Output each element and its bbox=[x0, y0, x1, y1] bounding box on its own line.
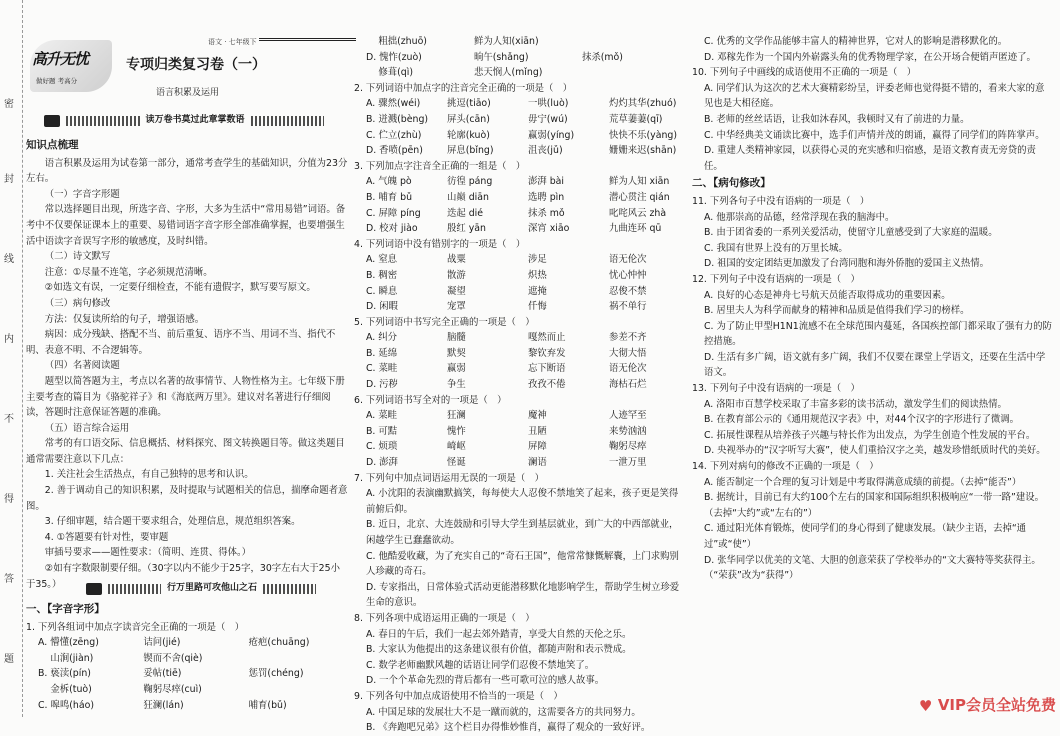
option: 荒草萋萋(qī) bbox=[609, 113, 663, 125]
brand-logo bbox=[30, 40, 112, 92]
option-grid bbox=[692, 210, 1052, 272]
brand-name: 高升无忧 bbox=[32, 50, 89, 68]
option: 仟悔 bbox=[528, 301, 547, 313]
option: 默契 bbox=[447, 347, 466, 359]
option: 丑陋 bbox=[528, 425, 547, 437]
option: C. 烦琐 bbox=[366, 441, 398, 453]
option: D. 祖国的安定团结更加激发了台湾同胞和海外侨胞的爱国主义热情。 bbox=[704, 258, 990, 270]
diamond-icon: ♥ bbox=[918, 697, 933, 715]
summary-heading: 知识点梳理 bbox=[26, 139, 79, 151]
option: A. 中国足球的发展壮大不是一蹴而就的，这需要各方的共同努力。 bbox=[366, 706, 641, 718]
option: D. 愧怍(zuò) bbox=[366, 51, 422, 63]
option: 抹杀(mǒ) bbox=[582, 51, 623, 63]
question-list bbox=[354, 81, 684, 736]
option: 脑髓 bbox=[447, 332, 466, 344]
option-grid bbox=[354, 252, 684, 314]
option-grid bbox=[692, 397, 1052, 459]
option: A. 小沈阳的表演幽默搞笑，每每使大人忍俊不禁地笑了起来，孩子更是笑得前俯后仰。 bbox=[366, 488, 679, 515]
option: 炽热 bbox=[528, 269, 547, 281]
option: 妥帖(tiē) bbox=[143, 668, 182, 680]
option-grid bbox=[354, 486, 684, 611]
option: A. 懵懂(zēng) bbox=[38, 637, 99, 649]
margin-char: 线 bbox=[4, 254, 14, 265]
option: C. 瞬息 bbox=[366, 285, 398, 297]
option: 涉足 bbox=[528, 254, 547, 266]
grade-label: 语文 · 七年级下 bbox=[206, 35, 259, 51]
option: B. 据统计，目前已有大约100个左右的国家和国际组织积极响应“一带一路”建设。（去掉“大约”或“左右的”） bbox=[704, 492, 1045, 519]
option: 宠罩 bbox=[447, 301, 466, 313]
option-grid bbox=[692, 81, 1052, 175]
option: 挑逗(tiāo) bbox=[447, 98, 491, 110]
option: D. 邓稼先作为一个国内外崭露头角的优秀物理学家，在公开场合便销声匿迹了。 bbox=[704, 51, 1036, 63]
option: D. 香喷(pēn) bbox=[366, 145, 423, 157]
option: 一泄万里 bbox=[609, 457, 647, 469]
question-stem: 14. 下列对病句的修改不正确的一项是（ ） bbox=[692, 461, 879, 473]
option: 争生 bbox=[447, 379, 466, 391]
option: 遮掩 bbox=[528, 285, 547, 297]
option: 灼灼其华(zhuó) bbox=[609, 98, 677, 110]
option: 语无伦次 bbox=[609, 363, 647, 375]
option: 人迹罕至 bbox=[609, 410, 647, 422]
option: B. 哺育 bǔ bbox=[366, 191, 413, 203]
vip-watermark[interactable] bbox=[919, 694, 1056, 715]
option: D. 校对 jiào bbox=[366, 223, 418, 235]
option: B. 延绵 bbox=[366, 347, 398, 359]
option: 惩罚(chéng) bbox=[248, 668, 304, 680]
option: 黎钦弃发 bbox=[528, 347, 566, 359]
option: A. 春日的午后，我们一起去郊外踏青，享受大自然的天伦之乐。 bbox=[366, 628, 632, 640]
option: 孜孜不倦 bbox=[528, 379, 566, 391]
option: 赢弱 bbox=[447, 363, 466, 375]
question-item bbox=[692, 381, 1052, 459]
watermark-text: VIP会员全站免费 bbox=[937, 696, 1056, 714]
summary-line: 3. 仔细审题，结合题干要求组合，处理信息，规范组织答案。 bbox=[44, 516, 301, 528]
question-stem: 8. 下列各项中成语运用正确的一项是（ ） bbox=[354, 612, 535, 624]
summary-line: 审插号要求——题性要求：（简明、连贯、得体。） bbox=[44, 547, 252, 559]
option: 深宵 xiāo bbox=[528, 223, 570, 235]
option: 崎岖 bbox=[447, 441, 466, 453]
option: B. 亵渎(pín) bbox=[38, 668, 91, 680]
option: 九曲连环 qū bbox=[609, 223, 662, 235]
option: D. 央视举办的“汉字听写大赛”，使人们重拾汉字之美，越发珍惜纸质时代的美好。 bbox=[704, 445, 1046, 457]
section-banner bbox=[44, 113, 324, 128]
option: 屏障 bbox=[528, 441, 547, 453]
option: 殷红 yān bbox=[447, 223, 486, 235]
summary-line: 常考的有口语交际、信息概括、材料探究、图文转换题目等。做这类题目通常需要注意以下几点： bbox=[26, 438, 345, 465]
option: A. 良好的心态是神舟七号航天员能否取得成功的重要因素。 bbox=[704, 289, 951, 301]
column-right bbox=[692, 0, 1052, 717]
option: 晌午(shǎng) bbox=[474, 51, 529, 63]
option: C. 我国有世界上没有的万里长城。 bbox=[704, 242, 848, 254]
option: 嘎然而止 bbox=[528, 332, 566, 344]
option: 战粟 bbox=[447, 254, 466, 266]
option: 金柝(tuò) bbox=[38, 683, 92, 695]
option-grid bbox=[354, 34, 684, 81]
question-item bbox=[354, 689, 684, 736]
summary-line: （五）语言综合运用 bbox=[44, 422, 130, 434]
page-title: 专项归类复习卷（一） bbox=[126, 57, 266, 73]
option: 散游 bbox=[447, 269, 466, 281]
option-grid bbox=[354, 330, 684, 392]
option: 姗姗来迟(shān) bbox=[609, 145, 677, 157]
option: 大彻大悟 bbox=[609, 347, 647, 359]
option: 魔神 bbox=[528, 410, 547, 422]
option: 鲜为人知(xiān) bbox=[474, 36, 539, 47]
option: 粗拙(zhuō) bbox=[366, 36, 427, 47]
option: 狂澜 bbox=[447, 410, 466, 422]
margin-char: 内 bbox=[4, 334, 14, 345]
banner-text: 行万里路可攻他山之石 bbox=[167, 582, 258, 593]
option: 鲜为人知 xiān bbox=[609, 176, 670, 188]
option: C. 数学老师幽默风趣的话语让同学们忍俊不禁地笑了。 bbox=[366, 659, 595, 671]
summary-line: 方法：仅复读所给的句子，增强语感。 bbox=[44, 313, 205, 325]
option: A. 气魄 pò bbox=[366, 176, 412, 188]
margin-char: 得 bbox=[4, 494, 14, 505]
column-left bbox=[26, 0, 348, 717]
summary-line: 题型以简答题为主，考点以名著的故事情节、人物性格为主。七年级下册主要考查的篇目为《骆驼祥子》和《海底两万里》。建议对名著进行仔细阅读，答题时注意保证答题的准确。 bbox=[26, 375, 345, 419]
option: 山涧(jiàn) bbox=[38, 652, 94, 664]
option: 彷徨 páng bbox=[447, 176, 493, 188]
question-item bbox=[354, 471, 684, 611]
option: 轮廓(kuò) bbox=[447, 129, 490, 141]
option: B. 迸溅(bèng) bbox=[366, 113, 429, 125]
option: 疮疤(chuāng) bbox=[248, 637, 310, 649]
option: D. 张华同学以优美的文笔、大胆的创意荣获了学校举办的“文大赛特等奖获得主。（“荣获”改为“获得”） bbox=[704, 554, 1041, 582]
binding-margin bbox=[0, 0, 23, 717]
option: C. 他酷爱收藏，为了充实自己的“奇石王国”，他常常慷慨解囊，上门求购别人珍藏的奇石。 bbox=[366, 550, 679, 578]
option: D. 闲暇 bbox=[366, 301, 398, 313]
option: 迭起 dié bbox=[447, 207, 484, 219]
summary-line: 语言积累及运用为试卷第一部分，通常考查学生的基础知识，分值为23分左右。 bbox=[26, 157, 348, 185]
option: 鞠躬尽瘁(cuì) bbox=[143, 683, 202, 695]
option: 怪诞 bbox=[447, 457, 466, 469]
option: B. 在教育部公示的《通用规范汉字表》中，对44个汉字的字形进行了微调。 bbox=[704, 414, 1019, 426]
option-grid bbox=[354, 408, 684, 470]
option: B. 大家认为他提出的这条建议很有价值，都随声附和表示赞成。 bbox=[366, 644, 632, 656]
question-list bbox=[692, 194, 1052, 584]
question-item bbox=[354, 159, 684, 237]
question-stem: 9. 下列各句中加点成语使用不恰当的一项是（ ） bbox=[354, 690, 563, 702]
option: 哺育(bǔ) bbox=[248, 699, 287, 711]
summary-line: （四）名著阅读题 bbox=[44, 360, 120, 372]
question-stem: 11. 下列各句子中没有语病的一项是（ ） bbox=[692, 195, 870, 207]
knowledge-summary bbox=[26, 136, 348, 592]
section-heading: 二、【病句修改】 bbox=[692, 177, 771, 190]
option-grid bbox=[354, 96, 684, 158]
question-item bbox=[692, 272, 1052, 381]
question-item bbox=[354, 237, 684, 315]
option: 抹杀 mǒ bbox=[528, 207, 565, 219]
summary-line: 4. ①答题要有针对性，要审题 bbox=[44, 531, 169, 543]
option: 诘问(jié) bbox=[143, 637, 181, 649]
option: 锲而不舍(qiè) bbox=[143, 652, 203, 664]
option: 狂澜(lán) bbox=[143, 699, 184, 711]
page-subtitle: 语言积累及运用 bbox=[156, 88, 220, 98]
option: C. 嗥鸣(háo) bbox=[38, 699, 94, 711]
option: B. 近日，北京、大连鼓励和引导大学生到基层就业，到广大的中西部就业，闲越学生已蠢蠢欲动。 bbox=[366, 519, 679, 546]
option: 赢弱(yíng) bbox=[528, 129, 575, 141]
option: B. 《奔跑吧兄弟》这个栏目办得惟妙惟肖，赢得了观众的一致好评。 bbox=[366, 722, 651, 734]
summary-line: 常以选择题目出现，所选字音、字形，大多为生活中“常用易错”词语。备考中不仅要保证课本上的重要、易错词语字音字形全部准确掌握，也要增强生活中语读字音误写字形的敏感度，及时纠错。 bbox=[26, 204, 346, 247]
option: 快快不乐(yàng) bbox=[609, 129, 678, 141]
margin-char: 封 bbox=[4, 174, 14, 185]
option bbox=[582, 65, 684, 81]
option: D. 生活有多广阔，语文就有多广阔，我们不仅要在课堂上学语文，还要在生活中学语文。 bbox=[704, 351, 1046, 379]
margin-char: 不 bbox=[4, 414, 14, 425]
question-item bbox=[692, 459, 1052, 584]
margin-char: 题 bbox=[4, 654, 14, 665]
option: D. 污秽 bbox=[366, 379, 398, 391]
option: 悲天悯人(mǐng) bbox=[474, 67, 543, 79]
option-grid bbox=[26, 635, 348, 713]
option: D. 专家指出，日常体验式活动更能潜移默化地影响学生，帮助学生树立珍爱生命的意识。 bbox=[366, 581, 680, 609]
option: 鞠躬尽瘁 bbox=[609, 441, 647, 453]
question-stem: 4. 下列词语中没有错别字的一项是（ ） bbox=[354, 238, 526, 250]
question-stem: 10. 下列句子中画线的成语使用不正确的一项是（ ） bbox=[692, 67, 917, 79]
option: C. 拓展性课程从培养孩子兴趣与特长作为出发点，为学生创造个性发展的平台。 bbox=[704, 429, 1036, 441]
option: 屏头(cān) bbox=[447, 113, 490, 125]
option: C. 中华经典美文诵读比赛中，选手们声情并茂的朗诵，赢得了同学们的阵阵掌声。 bbox=[704, 129, 1045, 141]
option: D. 重建人类精神家园，以获得心灵的充实感和归宿感，是语文教育责无旁贷的责任。 bbox=[704, 145, 1036, 172]
option: A. 菜畦 bbox=[366, 410, 397, 422]
question-stem: 12. 下列句子中没有语病的一项是（ ） bbox=[692, 273, 860, 285]
option-grid bbox=[692, 34, 1052, 65]
option: B. 由于团省委的一系列关爱活动，使留守儿童感受到了大家庭的温暖。 bbox=[704, 227, 998, 239]
option: 选聘 pìn bbox=[528, 191, 565, 203]
question-item bbox=[692, 194, 1052, 272]
option: 一哄(luò) bbox=[528, 98, 569, 110]
summary-line: 病因：成分残缺、搭配不当、前后重复、语序不当、用词不当、指代不明、表意不明、不合逻辑等。 bbox=[26, 329, 336, 356]
option-grid bbox=[354, 174, 684, 236]
section-heading: 一、【字音字形】 bbox=[26, 603, 105, 615]
question-stem: 6. 下列词语书写全对的一项是（ ） bbox=[354, 394, 507, 406]
summary-line: 1. 关注社会生活热点，有自己独特的思考和认识。 bbox=[44, 469, 254, 481]
margin-char: 密 bbox=[4, 99, 14, 110]
option: B. 老师的丝丝话语，让我如沐春风，我顿时又有了前进的力量。 bbox=[704, 113, 970, 125]
question-stem: 7. 下列句中加点词语运用无误的一项是（ ） bbox=[354, 472, 545, 484]
option: 潜心贯注 qián bbox=[609, 191, 670, 203]
banner-text: 读万卷书莫过此章掌数语 bbox=[145, 114, 245, 125]
option: 海枯石烂 bbox=[609, 379, 647, 391]
option: 参差不齐 bbox=[609, 332, 647, 344]
option: 凝望 bbox=[447, 285, 466, 297]
option-grid bbox=[354, 705, 684, 736]
option: 叱咤风云 zhà bbox=[609, 207, 667, 219]
option: 沮丧(jǔ) bbox=[528, 145, 563, 157]
question-item bbox=[692, 34, 1052, 65]
question-stem: 5. 下列词语中书写完全正确的一项是（ ） bbox=[354, 316, 535, 328]
option: 山巅 diān bbox=[447, 191, 489, 203]
option: C. 屏障 píng bbox=[366, 207, 421, 219]
option: 修葺(qì) bbox=[366, 67, 413, 79]
brand-tagline: 做好题 考高分 bbox=[36, 77, 78, 85]
question-item bbox=[354, 81, 684, 159]
option: A. 纠分 bbox=[366, 332, 397, 344]
option: 来势汹汹 bbox=[609, 425, 647, 437]
option: D. 一个个革命先烈的背后都有一些可歌可泣的感人故事。 bbox=[366, 675, 605, 687]
summary-line: ②如有字数限制要仔细。（30字以内不能少于25字，30字左右大于25小于35。） bbox=[26, 563, 340, 590]
question-stem: 2. 下列词语中加点字的注音完全正确的一项是（ ） bbox=[354, 82, 573, 94]
option: A. 窒息 bbox=[366, 254, 397, 266]
option bbox=[249, 682, 348, 698]
option: 忍俊不禁 bbox=[609, 285, 647, 297]
option: B. 可黠 bbox=[366, 425, 398, 437]
summary-line: 2. 善于调动自己的知识积累，及时提取与试题相关的信息，揣摩命题者意图。 bbox=[26, 485, 348, 512]
summary-line: （一）字音字形题 bbox=[44, 188, 120, 200]
question-stem: 3. 下列加点字注音全正确的一组是（ ） bbox=[354, 160, 526, 172]
column-middle bbox=[354, 0, 684, 734]
option: C. 通过阳光体育锻炼，使同学们的身心得到了健康发展。（缺少主语，去掉“通过”或“使”） bbox=[704, 523, 1027, 550]
question-item bbox=[354, 393, 684, 471]
question-stem: 1. 下列各组词中加点字读音完全正确的一项是（ ） bbox=[26, 621, 245, 633]
option: 语无伦次 bbox=[609, 254, 647, 266]
question-list bbox=[692, 34, 1052, 174]
option: C. 为了防止甲型H1N1流感不在全球范围内蔓延，各国疾控部门都采取了强有力的防控措施。 bbox=[704, 320, 1052, 348]
option-grid bbox=[692, 288, 1052, 382]
option-grid bbox=[354, 627, 684, 689]
summary-line: （二）诗文默写 bbox=[44, 251, 111, 263]
option: 毋宁(wú) bbox=[528, 113, 568, 125]
option: C. 优秀的文学作品能够丰富人的精神世界，它对人的影响是潜移默化的。 bbox=[704, 36, 1008, 47]
question-item bbox=[354, 611, 684, 689]
section-pronunciation bbox=[26, 600, 348, 713]
option: 澎湃 bài bbox=[528, 176, 565, 188]
option bbox=[582, 34, 684, 50]
option: A. 同学们认为这次的艺术大赛精彩纷呈，评委老师也觉得挺不错的，看来大家的意见也是大相径庭。 bbox=[704, 82, 1045, 110]
option: D. 澎湃 bbox=[366, 457, 398, 469]
option: 屏息(bǐng) bbox=[447, 145, 494, 157]
option: B. 稠密 bbox=[366, 269, 398, 281]
margin-char: 答 bbox=[4, 574, 14, 585]
question-stem: 13. 下列句子中没有语病的一项是（ ） bbox=[692, 383, 860, 395]
summary-line: ②如选文有误，一定要仔细检查，不能有遗假字，默写要写原文。 bbox=[44, 282, 316, 294]
option bbox=[249, 651, 348, 667]
option: 祸不单行 bbox=[609, 301, 647, 313]
summary-line: 注意：①尽量不连笔，字必须规范清晰。 bbox=[44, 266, 213, 278]
option: 忧心忡忡 bbox=[609, 269, 647, 281]
section-banner bbox=[86, 581, 316, 596]
option: A. 他那崇高的品德，经常浮现在我的脑海中。 bbox=[704, 211, 895, 223]
option: 愧怍 bbox=[447, 425, 466, 437]
question-item bbox=[354, 315, 684, 393]
summary-line: （三）病句修改 bbox=[44, 297, 111, 309]
option: 澜语 bbox=[528, 457, 547, 469]
option: A. 能否制定一个合理的复习计划是中考取得满意成绩的前提。（去掉“能否”） bbox=[704, 476, 1022, 488]
question-item bbox=[692, 65, 1052, 174]
option: C. 伫立(zhù) bbox=[366, 129, 422, 141]
option: A. 洛阳市百慧学校采取了丰富多彩的读书活动，激发学生们的阅读热情。 bbox=[704, 398, 1007, 410]
option: B. 居里夫人为科学而献身的精神和品质是值得我们学习的榜样。 bbox=[704, 305, 970, 317]
option-grid bbox=[692, 475, 1052, 584]
option: C. 菜畦 bbox=[366, 363, 398, 375]
option: 忘下断语 bbox=[528, 363, 566, 375]
option: A. 骤然(wéi) bbox=[366, 98, 421, 110]
